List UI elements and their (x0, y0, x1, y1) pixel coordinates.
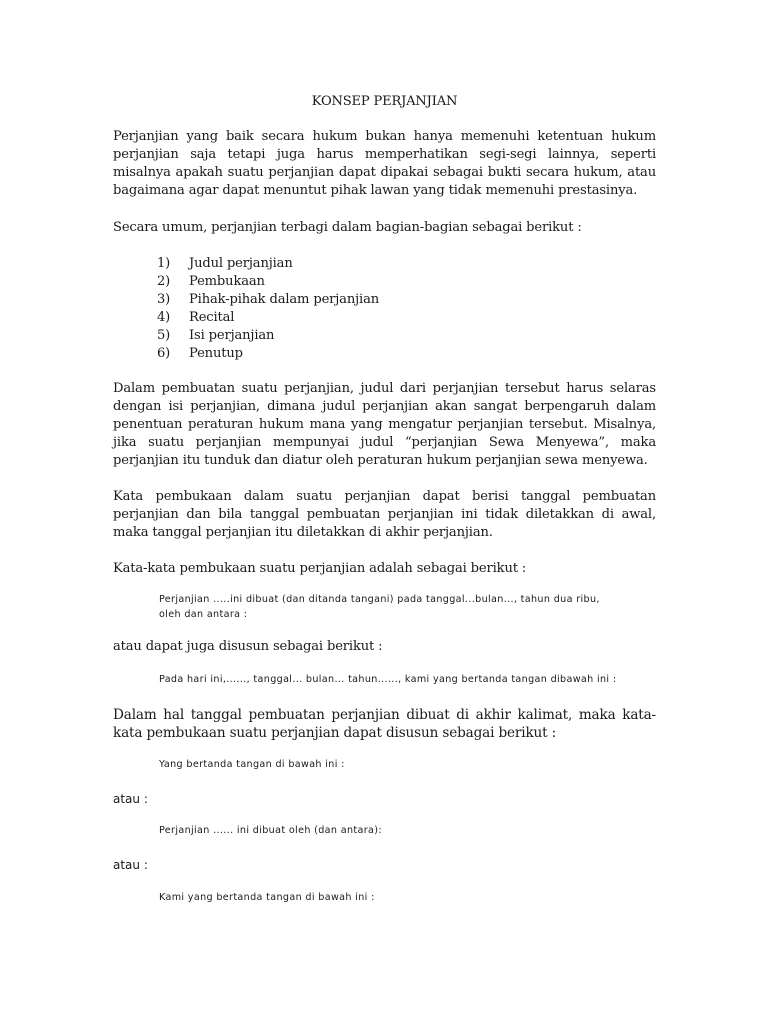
atau-label-2: atau : (113, 858, 148, 872)
atau-dapat-paragraph: atau dapat juga disusun sebagai berikut : (113, 639, 383, 654)
list-item-number: 5) (157, 328, 171, 343)
sample-opening-3: Yang bertanda tangan di bawah ini : (159, 759, 345, 770)
sample-opening-1-line-2: oleh dan antara : (159, 608, 248, 620)
list-item-label: Pihak-pihak dalam perjanjian (189, 292, 380, 307)
judul-paragraph: Dalam pembuatan suatu perjanjian, judul dari perjanjian tersebut harus selaras dengan isi perjanjian, dimana judul perjanjian akan sangat berpengaruh dalam penentuan peraturan hukum mana yang mengatur perjanjian tersebut. Misalnya, jika suatu perjanjian mempunyai judul “perjanjian Sewa Menyewa”, maka perjanjian itu tunduk dan diatur oleh peraturan hukum perjanjian sewa menyewa. (113, 381, 656, 468)
list-item-number: 1) (157, 256, 171, 271)
list-item-number: 4) (157, 310, 171, 325)
list-item-label: Isi perjanjian (189, 328, 275, 343)
sample-opening-4: Perjanjian ...... ini dibuat oleh (dan antara): (159, 825, 382, 836)
parts-list (157, 255, 379, 363)
general-paragraph: Secara umum, perjanjian terbagi dalam bagian-bagian sebagai berikut : (113, 220, 582, 235)
pembukaan-paragraph: Kata pembukaan dalam suatu perjanjian dapat berisi tanggal pembuatan perjanjian dan bila tanggal pembuatan perjanjian ini tidak diletakkan di awal, maka tanggal perjanjian itu diletakkan di akhir perjanjian. (113, 489, 656, 540)
intro-paragraph: Perjanjian yang baik secara hukum bukan hanya memenuhi ketentuan hukum perjanjian saja tetapi juga harus memperhatikan segi-segi lainnya, seperti misalnya apakah suatu perjanjian dapat dipakai sebagai bukti secara hukum, atau bagaimana agar dapat menuntut pihak lawan yang tidak memenuhi prestasinya. (113, 129, 656, 198)
list-item-label: Pembukaan (189, 274, 265, 289)
sample-opening-2: Pada hari ini,......, tanggal... bulan... tahun......, kami yang bertanda tangan dibawah ini : (159, 674, 617, 685)
kata-kata-paragraph: Kata-kata pembukaan suatu perjanjian adalah sebagai berikut : (113, 561, 527, 576)
list-item (157, 309, 379, 327)
list-item-number: 2) (157, 274, 171, 289)
document-page (113, 0, 656, 1024)
list-item-number: 3) (157, 292, 171, 307)
list-item (157, 345, 379, 363)
document-title: KONSEP PERJANJIAN (311, 94, 458, 109)
list-item (157, 273, 379, 291)
list-item (157, 291, 379, 309)
list-item (157, 255, 379, 273)
atau-label-1: atau : (113, 792, 148, 806)
sample-opening-5: Kami yang bertanda tangan di bawah ini : (159, 892, 375, 903)
akhir-paragraph: Dalam hal tanggal pembuatan perjanjian dibuat di akhir kalimat, maka kata-kata pembukaan suatu perjanjian dapat disusun sebagai berikut : (113, 707, 656, 741)
list-item-label: Penutup (189, 346, 243, 361)
sample-opening-1-line-1: Perjanjian .....ini dibuat (dan ditanda tangani) pada tanggal...bulan..., tahun dua ribu, (159, 594, 600, 605)
list-item-label: Judul perjanjian (189, 256, 293, 271)
list-item-label: Recital (189, 310, 235, 325)
list-item (157, 327, 379, 345)
list-item-number: 6) (157, 346, 171, 361)
sample-opening-1 (159, 593, 600, 622)
